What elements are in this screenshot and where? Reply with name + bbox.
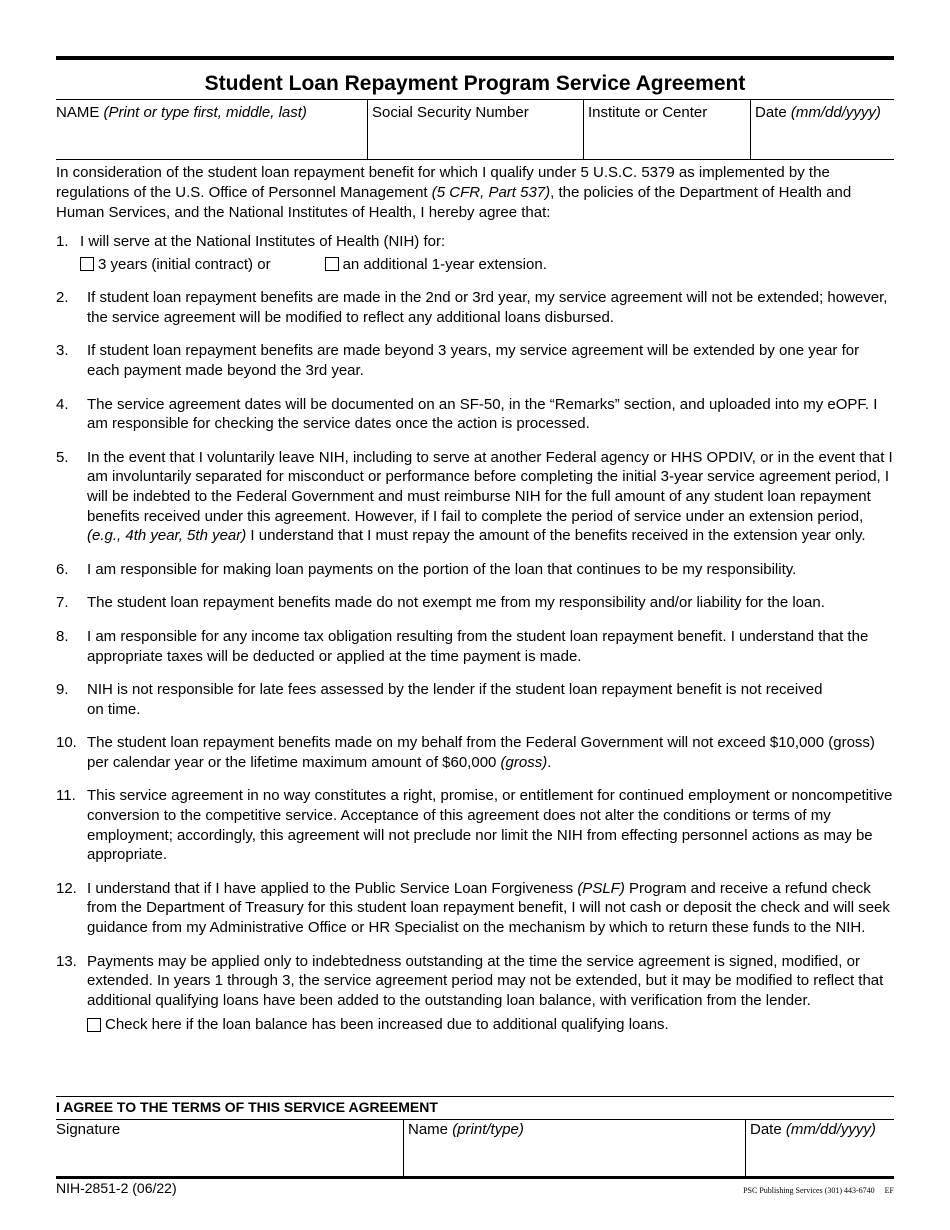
intro-paragraph: In consideration of the student loan repayment benefit for which I qualify under 5 U.S.C. 5379 as implemented by the regulations of the U.S. Office of Personnel Management (5 CFR, Part 537), the policies of the Department of Health and Human Services, and the National Institutes of Health, I hereby agree that:: [56, 164, 852, 221]
option-3-years[interactable]: 3 years (initial contract) or: [80, 255, 271, 275]
form-title: Student Loan Repayment Program Service Agreement: [204, 72, 746, 95]
name-field[interactable]: [56, 100, 367, 159]
term-item-11: 11. This service agreement in no way constitutes a right, promise, or entitlement for continued employment or noncompetitive conversion to the competitive service. Acceptance of this agreement does not alter the conditions or terms of my employment; accordingly, this agreement will not preclude nor limit the NIH from effecting personnel actions as may be appropriate.: [56, 787, 893, 864]
loan-balance-increased-option[interactable]: Check here if the loan balance has been increased due to additional qualifying loans.: [87, 1015, 894, 1035]
signature-field[interactable]: [56, 1120, 403, 1176]
agreement-heading: I AGREE TO THE TERMS OF THIS SERVICE AGREEMENT: [56, 1096, 894, 1120]
agreement-section: [56, 1096, 894, 1179]
institute-field-label: Institute or Center: [588, 104, 708, 121]
signature-date-label: Date: [750, 1121, 782, 1138]
service-length-options: [80, 255, 894, 275]
name-field-hint: (Print or type first, middle, last): [103, 104, 307, 121]
date-field[interactable]: [750, 100, 894, 159]
option-1-year-extension[interactable]: an additional 1-year extension.: [325, 255, 547, 275]
ssn-field-label: Social Security Number: [372, 104, 529, 121]
signature-label: Signature: [56, 1121, 121, 1138]
top-rule: [56, 56, 894, 60]
cfr-reference: (5 CFR, Part 537): [431, 184, 551, 201]
term-item-10: 10. The student loan repayment benefits made on my behalf from the Federal Government will not exceed $10,000 (gross) per calendar year or the lifetime maximum amount of $60,000 (gross).: [56, 734, 875, 771]
checkbox-3-years[interactable]: [80, 257, 94, 271]
ssn-field[interactable]: [367, 100, 583, 159]
date-field-label: Date: [755, 104, 787, 121]
name-field-label: NAME: [56, 104, 100, 121]
date-field-hint: (mm/dd/yyyy): [790, 104, 881, 121]
term-item-5: 5. In the event that I voluntarily leave NIH, including to serve at another Federal agency or HHS OPDIV, or in the event that I am involuntarily separated for misconduct or performance before completing the initial 3-year service agreement period, I will be indebted to the Federal Government and must reimburse NIH for the full amount of any student loan repayment benefits received under this agreement. However, if I fail to complete the period of service under an extension period, (e.g., 4th year, 5th year) I understand that I must repay the amount of the benefits received in the extension year only.: [56, 448, 893, 545]
signature-table: [56, 1120, 894, 1179]
term-item-7: 7. The student loan repayment benefits made do not exempt me from my responsibility and/or liability for the loan.: [56, 594, 825, 612]
signature-date-hint: (mm/dd/yyyy): [785, 1121, 876, 1138]
term-item-8: 8. I am responsible for any income tax obligation resulting from the student loan repayment benefit. I understand that the appropriate taxes will be deducted or applied at the time payment is made.: [56, 627, 869, 665]
term-item-3: 3. If student loan repayment benefits are made beyond 3 years, my service agreement will be extended by one year for each payment made beyond the 3rd year.: [56, 342, 860, 379]
term-item-12: 12. I understand that if I have applied to the Public Service Loan Forgiveness (PSLF) Program and receive a refund check from the Department of Treasury for this student loan repayment benefit, I will not cash or deposit the check and will seek guidance from my Administrative Office or HR Specialist on the mechanism by which to return these funds to the NIH.: [56, 879, 890, 937]
term-item-9: 9. NIH is not responsible for late fees assessed by the lender if the student loan repayment benefit is not received on time.: [56, 681, 823, 718]
checkbox-loan-balance-increased[interactable]: [87, 1018, 101, 1032]
ef-mark: EF: [884, 1186, 894, 1195]
signer-name-field[interactable]: [403, 1120, 745, 1176]
term-item-2: 2. If student loan repayment benefits are made in the 2nd or 3rd year, my service agreement will not be extended; however, the service agreement will be modified to reflect any additional loans disbursed.: [56, 289, 888, 326]
term-item-4: 4. The service agreement dates will be documented on an SF-50, in the “Remarks” section, and uploaded into my eOPF. I am responsible for checking the service dates once the action is processed.: [56, 395, 878, 433]
institute-field[interactable]: [583, 100, 750, 159]
form-footer: [56, 1180, 894, 1196]
term-item-13: 13. Payments may be applied only to indebtedness outstanding at the time the service agreement is signed, modified, or extended. In years 1 through 3, the service agreement period may not be extended, but it may be modified to reflect that additional qualifying loans have been added to the outstanding loan balance, with verification from the lender. Check here if the loan balance has been increased due to additional qualifying loans.: [56, 952, 894, 1035]
signer-name-label: Name: [408, 1121, 449, 1138]
agreement-terms-list: [56, 232, 894, 1035]
header-fields-table: [56, 99, 894, 160]
form-id: NIH-2851-2 (06/22): [56, 1180, 177, 1196]
checkbox-1-year-extension[interactable]: [325, 257, 339, 271]
form-page: [56, 56, 894, 1035]
term-item-1: 1. I will serve at the National Institutes of Health (NIH) for: 3 years (initial contract) or an additional 1-year extension.: [56, 232, 894, 274]
signer-name-hint: (print/type): [452, 1121, 524, 1138]
signature-date-field[interactable]: [745, 1120, 894, 1176]
publisher-info: PSC Publishing Services (301) 443-6740 EF: [743, 1186, 894, 1195]
term-item-6: 6. I am responsible for making loan payments on the portion of the loan that continues to be my responsibility.: [56, 560, 797, 578]
